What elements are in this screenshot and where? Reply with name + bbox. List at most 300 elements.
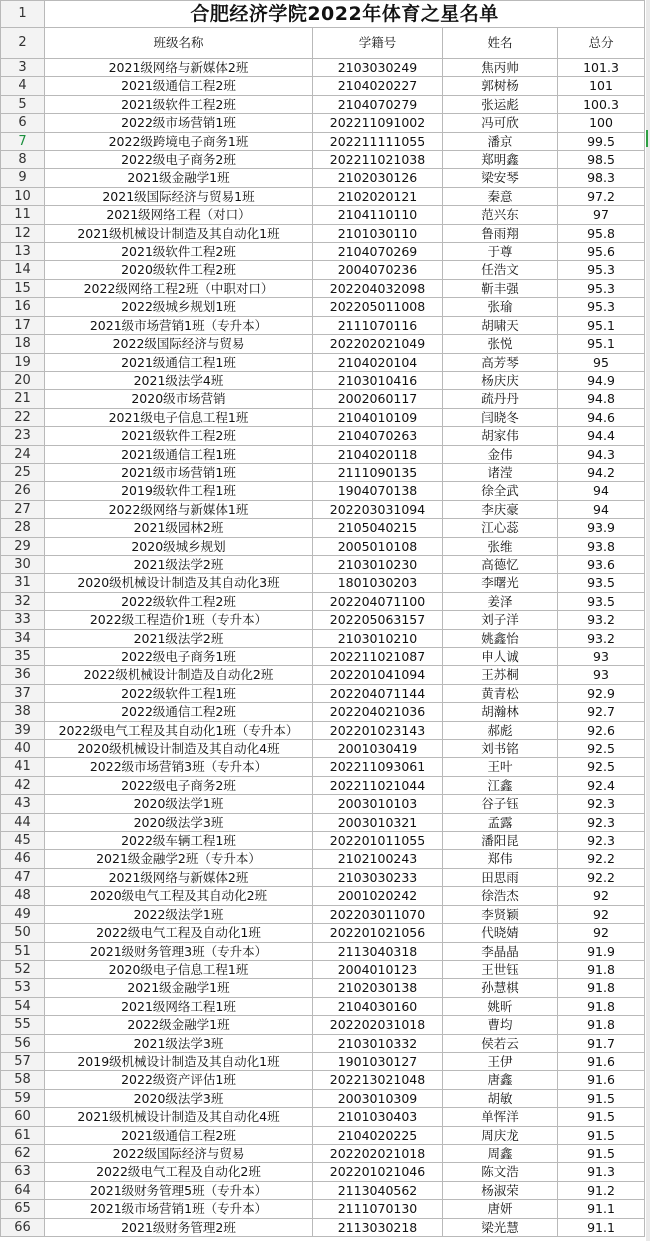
cell-class-name[interactable]: 2021级财务管理5班（专升本） <box>45 1181 313 1199</box>
cell-student-id[interactable]: 2103010210 <box>313 629 443 647</box>
cell-name[interactable]: 胡啸天 <box>443 316 558 334</box>
cell-name[interactable]: 刘书铭 <box>443 740 558 758</box>
cell-class-name[interactable]: 2020级法学3班 <box>45 813 313 831</box>
cell-total-score[interactable]: 92.2 <box>558 868 645 886</box>
row-number[interactable]: 50 <box>1 924 45 942</box>
cell-total-score[interactable]: 91.8 <box>558 997 645 1015</box>
cell-name[interactable]: 诸滢 <box>443 463 558 481</box>
cell-total-score[interactable]: 91.5 <box>558 1089 645 1107</box>
cell-name[interactable]: 杨淑荣 <box>443 1181 558 1199</box>
cell-class-name[interactable]: 2022级市场营销1班 <box>45 114 313 132</box>
cell-name[interactable]: 姚鑫怡 <box>443 629 558 647</box>
cell-class-name[interactable]: 2021级法学2班 <box>45 629 313 647</box>
row-number[interactable]: 1 <box>1 1 45 28</box>
cell-student-id[interactable]: 2104030160 <box>313 997 443 1015</box>
row-number[interactable]: 20 <box>1 371 45 389</box>
cell-total-score[interactable]: 94 <box>558 500 645 518</box>
row-number[interactable]: 54 <box>1 997 45 1015</box>
cell-name[interactable]: 江心蕊 <box>443 519 558 537</box>
cell-total-score[interactable]: 92.3 <box>558 832 645 850</box>
cell-name[interactable]: 郝彪 <box>443 721 558 739</box>
row-number[interactable]: 56 <box>1 1034 45 1052</box>
cell-class-name[interactable]: 2022级国际经济与贸易 <box>45 1144 313 1162</box>
cell-total-score[interactable]: 91.1 <box>558 1218 645 1236</box>
cell-student-id[interactable]: 2103030249 <box>313 59 443 77</box>
cell-student-id[interactable]: 202201021056 <box>313 924 443 942</box>
cell-total-score[interactable]: 92.6 <box>558 721 645 739</box>
cell-name[interactable]: 周庆龙 <box>443 1126 558 1144</box>
row-number[interactable]: 66 <box>1 1218 45 1236</box>
row-number[interactable]: 22 <box>1 408 45 426</box>
row-number[interactable]: 59 <box>1 1089 45 1107</box>
cell-name[interactable]: 李晶晶 <box>443 942 558 960</box>
cell-class-name[interactable]: 2021级网络与新媒体2班 <box>45 868 313 886</box>
cell-name[interactable]: 张维 <box>443 537 558 555</box>
cell-class-name[interactable]: 2021级网络工程（对口） <box>45 206 313 224</box>
cell-total-score[interactable]: 91.8 <box>558 960 645 978</box>
cell-class-name[interactable]: 2022级电子商务2班 <box>45 776 313 794</box>
cell-name[interactable]: 侯若云 <box>443 1034 558 1052</box>
row-number[interactable]: 4 <box>1 77 45 95</box>
cell-class-name[interactable]: 2021级网络工程1班 <box>45 997 313 1015</box>
cell-name[interactable]: 疏丹丹 <box>443 390 558 408</box>
row-number[interactable]: 57 <box>1 1052 45 1070</box>
cell-total-score[interactable]: 98.5 <box>558 151 645 169</box>
cell-name[interactable]: 梁光慧 <box>443 1218 558 1236</box>
cell-class-name[interactable]: 2022级金融学1班 <box>45 1016 313 1034</box>
row-number[interactable]: 42 <box>1 776 45 794</box>
cell-name[interactable]: 冯可欣 <box>443 114 558 132</box>
row-number[interactable]: 30 <box>1 555 45 573</box>
cell-class-name[interactable]: 2022级跨境电子商务1班 <box>45 132 313 150</box>
cell-class-name[interactable]: 2021级市场营销1班（专升本） <box>45 1200 313 1218</box>
cell-class-name[interactable]: 2020级机械设计制造及其自动化4班 <box>45 740 313 758</box>
cell-student-id[interactable]: 202202021018 <box>313 1144 443 1162</box>
cell-student-id[interactable]: 2101030403 <box>313 1108 443 1126</box>
cell-name[interactable]: 高芳琴 <box>443 353 558 371</box>
cell-class-name[interactable]: 2022级机械设计制造及自动化2班 <box>45 666 313 684</box>
cell-student-id[interactable]: 2111090135 <box>313 463 443 481</box>
cell-class-name[interactable]: 2021级金融学1班 <box>45 979 313 997</box>
cell-class-name[interactable]: 2021级通信工程1班 <box>45 445 313 463</box>
cell-student-id[interactable]: 202211091002 <box>313 114 443 132</box>
cell-name[interactable]: 张瑜 <box>443 298 558 316</box>
cell-class-name[interactable]: 2022级网络工程2班（中职对口） <box>45 279 313 297</box>
cell-class-name[interactable]: 2022级工程造价1班（专升本） <box>45 611 313 629</box>
cell-total-score[interactable]: 93.2 <box>558 611 645 629</box>
cell-total-score[interactable]: 91.1 <box>558 1200 645 1218</box>
cell-class-name[interactable]: 2022级电子商务2班 <box>45 151 313 169</box>
row-number[interactable]: 44 <box>1 813 45 831</box>
cell-total-score[interactable]: 91.6 <box>558 1071 645 1089</box>
cell-class-name[interactable]: 2022级通信工程2班 <box>45 703 313 721</box>
row-number[interactable]: 31 <box>1 574 45 592</box>
row-number[interactable]: 13 <box>1 243 45 261</box>
cell-name[interactable]: 王叶 <box>443 758 558 776</box>
row-number[interactable]: 43 <box>1 795 45 813</box>
row-number[interactable]: 9 <box>1 169 45 187</box>
cell-class-name[interactable]: 2021级软件工程2班 <box>45 427 313 445</box>
cell-total-score[interactable]: 94.6 <box>558 408 645 426</box>
cell-student-id[interactable]: 2102020121 <box>313 187 443 205</box>
cell-class-name[interactable]: 2022级电气工程及自动化1班 <box>45 924 313 942</box>
cell-student-id[interactable]: 2003010321 <box>313 813 443 831</box>
cell-student-id[interactable]: 2111070130 <box>313 1200 443 1218</box>
cell-student-id[interactable]: 202211021038 <box>313 151 443 169</box>
cell-total-score[interactable]: 92.7 <box>558 703 645 721</box>
row-number[interactable]: 38 <box>1 703 45 721</box>
cell-class-name[interactable]: 2020级机械设计制造及其自动化3班 <box>45 574 313 592</box>
cell-total-score[interactable]: 91.8 <box>558 979 645 997</box>
row-number[interactable]: 29 <box>1 537 45 555</box>
row-number[interactable]: 60 <box>1 1108 45 1126</box>
cell-total-score[interactable]: 93 <box>558 648 645 666</box>
cell-name[interactable]: 杨庆庆 <box>443 371 558 389</box>
cell-class-name[interactable]: 2020级软件工程2班 <box>45 261 313 279</box>
cell-student-id[interactable]: 202211093061 <box>313 758 443 776</box>
row-number[interactable]: 15 <box>1 279 45 297</box>
row-number[interactable]: 48 <box>1 887 45 905</box>
cell-name[interactable]: 胡敏 <box>443 1089 558 1107</box>
cell-student-id[interactable]: 202202021049 <box>313 335 443 353</box>
cell-name[interactable]: 金伟 <box>443 445 558 463</box>
row-number[interactable]: 51 <box>1 942 45 960</box>
cell-class-name[interactable]: 2021级法学2班 <box>45 555 313 573</box>
cell-name[interactable]: 李曙光 <box>443 574 558 592</box>
cell-student-id[interactable]: 202205011008 <box>313 298 443 316</box>
cell-student-id[interactable]: 202211021087 <box>313 648 443 666</box>
row-number[interactable]: 53 <box>1 979 45 997</box>
cell-name[interactable]: 陈文浩 <box>443 1163 558 1181</box>
row-number[interactable]: 19 <box>1 353 45 371</box>
cell-name[interactable]: 刘子洋 <box>443 611 558 629</box>
cell-class-name[interactable]: 2022级网络与新媒体1班 <box>45 500 313 518</box>
cell-total-score[interactable]: 98.3 <box>558 169 645 187</box>
cell-class-name[interactable]: 2020级法学1班 <box>45 795 313 813</box>
cell-name[interactable]: 姚昕 <box>443 997 558 1015</box>
cell-total-score[interactable]: 92.3 <box>558 813 645 831</box>
cell-name[interactable]: 秦意 <box>443 187 558 205</box>
cell-total-score[interactable]: 91.3 <box>558 1163 645 1181</box>
cell-class-name[interactable]: 2020级法学3班 <box>45 1089 313 1107</box>
cell-name[interactable]: 申人诚 <box>443 648 558 666</box>
cell-class-name[interactable]: 2022级电气工程及其自动化1班（专升本） <box>45 721 313 739</box>
cell-total-score[interactable]: 95.1 <box>558 316 645 334</box>
cell-total-score[interactable]: 94 <box>558 482 645 500</box>
cell-total-score[interactable]: 100.3 <box>558 95 645 113</box>
cell-total-score[interactable]: 95.8 <box>558 224 645 242</box>
cell-total-score[interactable]: 91.6 <box>558 1052 645 1070</box>
cell-total-score[interactable]: 95.1 <box>558 335 645 353</box>
cell-student-id[interactable]: 2102030126 <box>313 169 443 187</box>
cell-student-id[interactable]: 1901030127 <box>313 1052 443 1070</box>
row-number[interactable]: 10 <box>1 187 45 205</box>
cell-student-id[interactable]: 202201011055 <box>313 832 443 850</box>
row-number[interactable]: 12 <box>1 224 45 242</box>
cell-total-score[interactable]: 91.8 <box>558 1016 645 1034</box>
cell-class-name[interactable]: 2021级金融学1班 <box>45 169 313 187</box>
cell-total-score[interactable]: 93.8 <box>558 537 645 555</box>
cell-student-id[interactable]: 2001020242 <box>313 887 443 905</box>
cell-student-id[interactable]: 202203011070 <box>313 905 443 923</box>
cell-class-name[interactable]: 2020级电气工程及其自动化2班 <box>45 887 313 905</box>
cell-total-score[interactable]: 92 <box>558 887 645 905</box>
cell-student-id[interactable]: 2003010309 <box>313 1089 443 1107</box>
row-number[interactable]: 24 <box>1 445 45 463</box>
cell-student-id[interactable]: 2001030419 <box>313 740 443 758</box>
row-number[interactable]: 58 <box>1 1071 45 1089</box>
cell-total-score[interactable]: 92.4 <box>558 776 645 794</box>
row-number[interactable]: 52 <box>1 960 45 978</box>
header-name[interactable]: 姓名 <box>443 28 558 59</box>
cell-student-id[interactable]: 202205063157 <box>313 611 443 629</box>
cell-name[interactable]: 靳丰强 <box>443 279 558 297</box>
cell-student-id[interactable]: 202204071100 <box>313 592 443 610</box>
cell-total-score[interactable]: 93.5 <box>558 574 645 592</box>
cell-total-score[interactable]: 92 <box>558 905 645 923</box>
cell-total-score[interactable]: 94.2 <box>558 463 645 481</box>
cell-total-score[interactable]: 93.5 <box>558 592 645 610</box>
cell-student-id[interactable]: 2104020227 <box>313 77 443 95</box>
row-number[interactable]: 18 <box>1 335 45 353</box>
cell-class-name[interactable]: 2019级机械设计制造及其自动化1班 <box>45 1052 313 1070</box>
cell-name[interactable]: 姜泽 <box>443 592 558 610</box>
cell-name[interactable]: 徐浩杰 <box>443 887 558 905</box>
row-number[interactable]: 11 <box>1 206 45 224</box>
cell-student-id[interactable]: 2113040562 <box>313 1181 443 1199</box>
row-number[interactable]: 64 <box>1 1181 45 1199</box>
cell-total-score[interactable]: 93.6 <box>558 555 645 573</box>
cell-student-id[interactable]: 202202031018 <box>313 1016 443 1034</box>
row-number[interactable]: 32 <box>1 592 45 610</box>
cell-name[interactable]: 胡家伟 <box>443 427 558 445</box>
cell-name[interactable]: 闫晓冬 <box>443 408 558 426</box>
cell-name[interactable]: 代晓婧 <box>443 924 558 942</box>
cell-student-id[interactable]: 2104070263 <box>313 427 443 445</box>
cell-name[interactable]: 范兴东 <box>443 206 558 224</box>
cell-class-name[interactable]: 2021级通信工程2班 <box>45 1126 313 1144</box>
cell-class-name[interactable]: 2022级法学1班 <box>45 905 313 923</box>
cell-student-id[interactable]: 2104070279 <box>313 95 443 113</box>
cell-student-id[interactable]: 202204021036 <box>313 703 443 721</box>
cell-name[interactable]: 江鑫 <box>443 776 558 794</box>
cell-student-id[interactable]: 1904070138 <box>313 482 443 500</box>
cell-total-score[interactable]: 91.5 <box>558 1144 645 1162</box>
cell-name[interactable]: 王苏桐 <box>443 666 558 684</box>
cell-class-name[interactable]: 2021级通信工程2班 <box>45 77 313 95</box>
cell-student-id[interactable]: 2103030233 <box>313 868 443 886</box>
cell-name[interactable]: 任浩文 <box>443 261 558 279</box>
row-number[interactable]: 8 <box>1 151 45 169</box>
cell-name[interactable]: 王伊 <box>443 1052 558 1070</box>
row-number[interactable]: 40 <box>1 740 45 758</box>
cell-name[interactable]: 张运彪 <box>443 95 558 113</box>
cell-student-id[interactable]: 2113040318 <box>313 942 443 960</box>
cell-total-score[interactable]: 92.2 <box>558 850 645 868</box>
cell-student-id[interactable]: 2111070116 <box>313 316 443 334</box>
cell-name[interactable]: 徐全武 <box>443 482 558 500</box>
cell-student-id[interactable]: 2113030218 <box>313 1218 443 1236</box>
cell-class-name[interactable]: 2021级软件工程2班 <box>45 243 313 261</box>
cell-student-id[interactable]: 2105040215 <box>313 519 443 537</box>
row-number[interactable]: 3 <box>1 59 45 77</box>
cell-student-id[interactable]: 2004010123 <box>313 960 443 978</box>
cell-student-id[interactable]: 202211021044 <box>313 776 443 794</box>
row-number[interactable]: 21 <box>1 390 45 408</box>
cell-total-score[interactable]: 95.3 <box>558 279 645 297</box>
row-number[interactable]: 14 <box>1 261 45 279</box>
row-number[interactable]: 65 <box>1 1200 45 1218</box>
row-number[interactable]: 37 <box>1 684 45 702</box>
cell-total-score[interactable]: 91.5 <box>558 1126 645 1144</box>
header-student-id[interactable]: 学籍号 <box>313 28 443 59</box>
cell-class-name[interactable]: 2021级机械设计制造及其自动化1班 <box>45 224 313 242</box>
row-number[interactable]: 6 <box>1 114 45 132</box>
cell-student-id[interactable]: 202201021046 <box>313 1163 443 1181</box>
cell-name[interactable]: 郭树杨 <box>443 77 558 95</box>
row-number[interactable]: 62 <box>1 1144 45 1162</box>
row-number[interactable]: 28 <box>1 519 45 537</box>
cell-student-id[interactable]: 202201023143 <box>313 721 443 739</box>
cell-student-id[interactable]: 2104020118 <box>313 445 443 463</box>
cell-name[interactable]: 孟露 <box>443 813 558 831</box>
cell-total-score[interactable]: 95.3 <box>558 261 645 279</box>
row-number[interactable]: 17 <box>1 316 45 334</box>
cell-name[interactable]: 李贤颖 <box>443 905 558 923</box>
row-number[interactable]: 35 <box>1 648 45 666</box>
cell-class-name[interactable]: 2022级国际经济与贸易 <box>45 335 313 353</box>
row-number[interactable]: 36 <box>1 666 45 684</box>
cell-class-name[interactable]: 2021级财务管理3班（专升本） <box>45 942 313 960</box>
row-number[interactable]: 34 <box>1 629 45 647</box>
cell-name[interactable]: 焦丙帅 <box>443 59 558 77</box>
cell-total-score[interactable]: 92.5 <box>558 740 645 758</box>
cell-name[interactable]: 于尊 <box>443 243 558 261</box>
cell-total-score[interactable]: 101.3 <box>558 59 645 77</box>
cell-class-name[interactable]: 2022级电气工程及自动化2班 <box>45 1163 313 1181</box>
cell-name[interactable]: 胡瀚林 <box>443 703 558 721</box>
cell-class-name[interactable]: 2019级软件工程1班 <box>45 482 313 500</box>
cell-student-id[interactable]: 2104010109 <box>313 408 443 426</box>
row-number[interactable]: 16 <box>1 298 45 316</box>
cell-student-id[interactable]: 202201041094 <box>313 666 443 684</box>
cell-student-id[interactable]: 202204071144 <box>313 684 443 702</box>
cell-class-name[interactable]: 2022级城乡规划1班 <box>45 298 313 316</box>
cell-student-id[interactable]: 202213021048 <box>313 1071 443 1089</box>
cell-total-score[interactable]: 92.5 <box>558 758 645 776</box>
cell-total-score[interactable]: 91.7 <box>558 1034 645 1052</box>
cell-total-score[interactable]: 95 <box>558 353 645 371</box>
cell-name[interactable]: 高德忆 <box>443 555 558 573</box>
cell-total-score[interactable]: 100 <box>558 114 645 132</box>
cell-class-name[interactable]: 2022级市场营销3班（专升本） <box>45 758 313 776</box>
cell-name[interactable]: 黄青松 <box>443 684 558 702</box>
cell-name[interactable]: 鲁雨翔 <box>443 224 558 242</box>
cell-name[interactable]: 潘阳昆 <box>443 832 558 850</box>
cell-total-score[interactable]: 94.9 <box>558 371 645 389</box>
cell-class-name[interactable]: 2021级法学4班 <box>45 371 313 389</box>
cell-class-name[interactable]: 2021级财务管理2班 <box>45 1218 313 1236</box>
cell-class-name[interactable]: 2021级机械设计制造及其自动化4班 <box>45 1108 313 1126</box>
row-number[interactable]: 27 <box>1 500 45 518</box>
cell-total-score[interactable]: 92 <box>558 924 645 942</box>
cell-name[interactable]: 谷子钰 <box>443 795 558 813</box>
cell-total-score[interactable]: 92.9 <box>558 684 645 702</box>
cell-class-name[interactable]: 2022级资产评估1班 <box>45 1071 313 1089</box>
cell-student-id[interactable]: 2101030110 <box>313 224 443 242</box>
cell-name[interactable]: 郑伟 <box>443 850 558 868</box>
cell-name[interactable]: 单恽洋 <box>443 1108 558 1126</box>
cell-student-id[interactable]: 202203031094 <box>313 500 443 518</box>
cell-class-name[interactable]: 2020级城乡规划 <box>45 537 313 555</box>
cell-name[interactable]: 潘京 <box>443 132 558 150</box>
cell-name[interactable]: 周鑫 <box>443 1144 558 1162</box>
header-class-name[interactable]: 班级名称 <box>45 28 313 59</box>
cell-name[interactable]: 郑明鑫 <box>443 151 558 169</box>
row-number[interactable]: 45 <box>1 832 45 850</box>
row-number[interactable]: 23 <box>1 427 45 445</box>
row-number[interactable]: 46 <box>1 850 45 868</box>
cell-student-id[interactable]: 202211111055 <box>313 132 443 150</box>
cell-name[interactable]: 王世钰 <box>443 960 558 978</box>
cell-student-id[interactable]: 2003010103 <box>313 795 443 813</box>
cell-student-id[interactable]: 2004070236 <box>313 261 443 279</box>
cell-total-score[interactable]: 94.8 <box>558 390 645 408</box>
cell-class-name[interactable]: 2021级电子信息工程1班 <box>45 408 313 426</box>
cell-class-name[interactable]: 2020级电子信息工程1班 <box>45 960 313 978</box>
cell-class-name[interactable]: 2021级金融学2班（专升本） <box>45 850 313 868</box>
cell-student-id[interactable]: 202204032098 <box>313 279 443 297</box>
row-number[interactable]: 2 <box>1 28 45 59</box>
cell-student-id[interactable]: 2002060117 <box>313 390 443 408</box>
row-number[interactable]: 7 <box>1 132 45 150</box>
header-total-score[interactable]: 总分 <box>558 28 645 59</box>
cell-class-name[interactable]: 2022级软件工程2班 <box>45 592 313 610</box>
row-number[interactable]: 41 <box>1 758 45 776</box>
cell-total-score[interactable]: 91.2 <box>558 1181 645 1199</box>
cell-total-score[interactable]: 101 <box>558 77 645 95</box>
cell-name[interactable]: 李庆豪 <box>443 500 558 518</box>
cell-total-score[interactable]: 92.3 <box>558 795 645 813</box>
cell-student-id[interactable]: 2005010108 <box>313 537 443 555</box>
cell-total-score[interactable]: 97.2 <box>558 187 645 205</box>
cell-class-name[interactable]: 2022级电子商务1班 <box>45 648 313 666</box>
row-number[interactable]: 63 <box>1 1163 45 1181</box>
row-number[interactable]: 26 <box>1 482 45 500</box>
cell-total-score[interactable]: 91.5 <box>558 1108 645 1126</box>
cell-total-score[interactable]: 95.3 <box>558 298 645 316</box>
cell-student-id[interactable]: 2103010332 <box>313 1034 443 1052</box>
cell-class-name[interactable]: 2021级市场营销1班（专升本） <box>45 316 313 334</box>
cell-total-score[interactable]: 93.2 <box>558 629 645 647</box>
cell-class-name[interactable]: 2021级网络与新媒体2班 <box>45 59 313 77</box>
cell-class-name[interactable]: 2020级市场营销 <box>45 390 313 408</box>
cell-class-name[interactable]: 2021级园林2班 <box>45 519 313 537</box>
cell-student-id[interactable]: 2102030138 <box>313 979 443 997</box>
cell-name[interactable]: 张悦 <box>443 335 558 353</box>
cell-name[interactable]: 梁安琴 <box>443 169 558 187</box>
cell-student-id[interactable]: 1801030203 <box>313 574 443 592</box>
cell-student-id[interactable]: 2104070269 <box>313 243 443 261</box>
cell-name[interactable]: 曹均 <box>443 1016 558 1034</box>
cell-total-score[interactable]: 93 <box>558 666 645 684</box>
row-number[interactable]: 47 <box>1 868 45 886</box>
cell-student-id[interactable]: 2103010230 <box>313 555 443 573</box>
cell-total-score[interactable]: 95.6 <box>558 243 645 261</box>
cell-student-id[interactable]: 2103010416 <box>313 371 443 389</box>
cell-class-name[interactable]: 2022级车辆工程1班 <box>45 832 313 850</box>
row-number[interactable]: 61 <box>1 1126 45 1144</box>
